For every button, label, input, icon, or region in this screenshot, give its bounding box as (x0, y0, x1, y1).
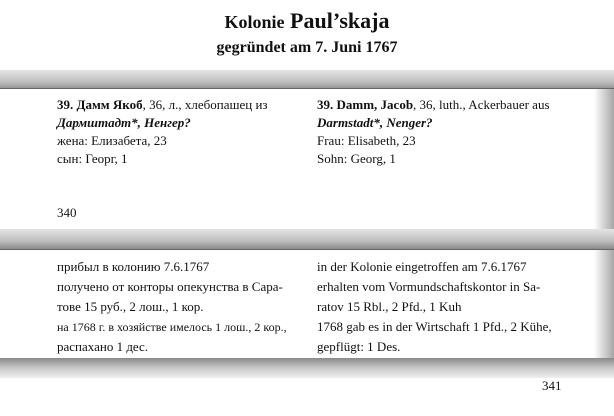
entry-de-name-bold: 39. Damm, Jacob (317, 97, 414, 112)
page-edge-shadow-2 (594, 250, 614, 360)
cont-de-received-2: ratov 15 Rbl., 2 Pfd., 1 Kuh (317, 299, 462, 314)
cont-ru-farm-2: распахано 1 дес. (57, 339, 149, 354)
entry-de-son: Sohn: Georg, 1 (317, 151, 396, 166)
entry-russian (57, 96, 302, 168)
scan-band-middle (0, 229, 614, 251)
entry-de-name (317, 96, 597, 114)
entry-de-name-rest: , 36, luth., Ackerbauer aus (413, 97, 550, 112)
entry-ru-wife: жена: Елизабета, 23 (57, 133, 167, 148)
page-number-left: 340 (57, 205, 77, 220)
cont-ru-arrived: прибыл в колонию 7.6.1767 (57, 259, 210, 274)
entry-ru-son: сын: Георг, 1 (57, 151, 128, 166)
entry-de-wife: Frau: Elisabeth, 23 (317, 133, 416, 148)
entry-ru-origin: Дармштадт*, Ненгер? (57, 115, 191, 130)
title-kolonie-word: Kolonie (224, 12, 285, 32)
cont-ru-received-1: получено от конторы опекунства в Сара- (57, 279, 283, 294)
page-number-right: 341 (542, 378, 562, 393)
entry-ru-name (57, 96, 302, 114)
page-section-entry (0, 88, 614, 232)
cont-ru-received-2: тове 15 руб., 2 лош., 1 кор. (57, 299, 204, 314)
page-section-continuation (0, 249, 614, 361)
entry-de-origin: Darmstadt*, Nenger? (317, 115, 433, 130)
cont-ru-farm-1: на 1768 г. в хозяйстве имелось 1 лош., 2 кор., (57, 320, 287, 334)
colony-title (0, 8, 614, 35)
entry-ru-name-bold: 39. Дамм Якоб (57, 97, 143, 112)
page-edge-shadow (594, 89, 614, 231)
founded-subtitle: gegründet am 7. Juni 1767 (216, 39, 398, 56)
title-colony-name: Paul’skaja (290, 8, 390, 33)
entry-german (317, 96, 597, 168)
entry-ru-name-rest: , 36, л., хлебопашец из (142, 97, 268, 112)
cont-de-received-1: erhalten vom Vormundschaftskontor in Sa- (317, 279, 541, 294)
cont-de-farm-1: 1768 gab es in der Wirtschaft 1 Pfd., 2 Kühe, (317, 319, 552, 334)
scan-band-bottom (0, 358, 614, 378)
continuation-german (317, 258, 597, 358)
cont-de-arrived: in der Kolonie eingetroffen am 7.6.1767 (317, 259, 527, 274)
cont-de-farm-2: gepflügt: 1 Des. (317, 339, 401, 354)
continuation-russian (57, 258, 302, 358)
